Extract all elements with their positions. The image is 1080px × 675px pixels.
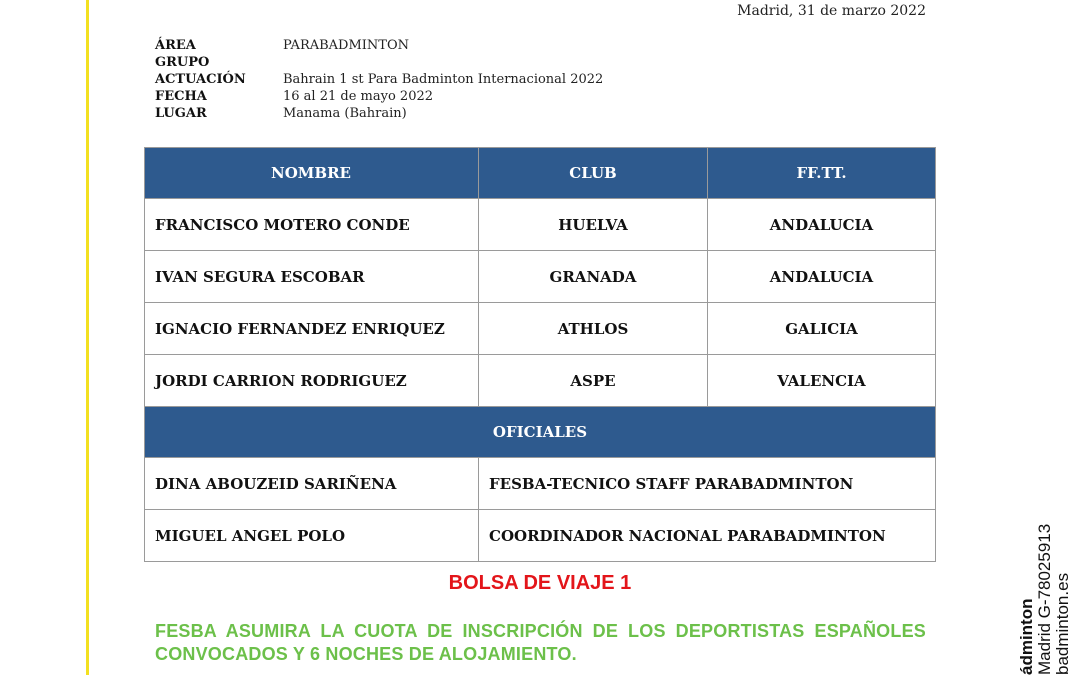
- player-club: ATHLOS: [479, 303, 708, 355]
- officials-header: OFICIALES: [145, 407, 936, 458]
- meta-block: [155, 37, 603, 122]
- meta-key: ÁREA: [155, 38, 196, 53]
- meta-key: ACTUACIÓN: [155, 72, 246, 87]
- meta-value: Bahrain 1 st Para Badminton Internacional 2022: [283, 72, 604, 87]
- travel-bag-heading: BOLSA DE VIAJE 1: [448, 572, 632, 594]
- table-row: [145, 303, 936, 355]
- meta-key: FECHA: [155, 89, 207, 104]
- meta-row-lugar: [155, 105, 603, 122]
- table-row: [145, 510, 936, 562]
- document-date: Madrid, 31 de marzo 2022: [737, 3, 926, 19]
- table-row: [145, 251, 936, 303]
- meta-value: 16 al 21 de mayo 2022: [283, 89, 434, 104]
- table-header-row: [145, 148, 936, 199]
- player-name: JORDI CARRION RODRIGUEZ: [145, 355, 479, 407]
- accommodation-note: FESBA ASUMIRA LA CUOTA DE INSCRIPCIÓN DE LOS DEPORTISTAS ESPAÑOLES CONVOCADOS Y 6 NOCHES DE ALOJAMIENTO.: [155, 621, 926, 664]
- column-header-club: CLUB: [479, 148, 708, 199]
- meta-row-actuacion: [155, 71, 603, 88]
- column-header-nombre: NOMBRE: [145, 148, 479, 199]
- side-footer: [1018, 524, 1072, 675]
- roster-table: [144, 147, 936, 562]
- player-name: IVAN SEGURA ESCOBAR: [145, 251, 479, 303]
- side-footer-line3: badminton.es: [1053, 572, 1072, 675]
- player-club: HUELVA: [479, 199, 708, 251]
- table-row: [145, 458, 936, 510]
- meta-key: LUGAR: [155, 106, 207, 121]
- player-federation: ANDALUCIA: [708, 199, 936, 251]
- meta-value: Manama (Bahrain): [283, 106, 407, 121]
- margin-rule: [86, 0, 89, 675]
- meta-row-fecha: [155, 88, 603, 105]
- side-footer-line1: ádminton: [1017, 598, 1036, 675]
- side-footer-line2: Madrid G-78025913: [1035, 523, 1054, 675]
- official-name: DINA ABOUZEID SARIÑENA: [145, 458, 479, 510]
- officials-header-row: [145, 407, 936, 458]
- player-federation: GALICIA: [708, 303, 936, 355]
- meta-value: PARABADMINTON: [283, 38, 410, 53]
- meta-row-grupo: [155, 54, 603, 71]
- meta-row-area: [155, 37, 603, 54]
- player-name: FRANCISCO MOTERO CONDE: [145, 199, 479, 251]
- official-role: FESBA-TECNICO STAFF PARABADMINTON: [479, 458, 936, 510]
- player-federation: ANDALUCIA: [708, 251, 936, 303]
- official-role: COORDINADOR NACIONAL PARABADMINTON: [479, 510, 936, 562]
- player-club: GRANADA: [479, 251, 708, 303]
- player-club: ASPE: [479, 355, 708, 407]
- table-row: [145, 199, 936, 251]
- column-header-ff: FF.TT.: [708, 148, 936, 199]
- player-name: IGNACIO FERNANDEZ ENRIQUEZ: [145, 303, 479, 355]
- table-row: [145, 355, 936, 407]
- official-name: MIGUEL ANGEL POLO: [145, 510, 479, 562]
- meta-key: GRUPO: [155, 55, 210, 70]
- player-federation: VALENCIA: [708, 355, 936, 407]
